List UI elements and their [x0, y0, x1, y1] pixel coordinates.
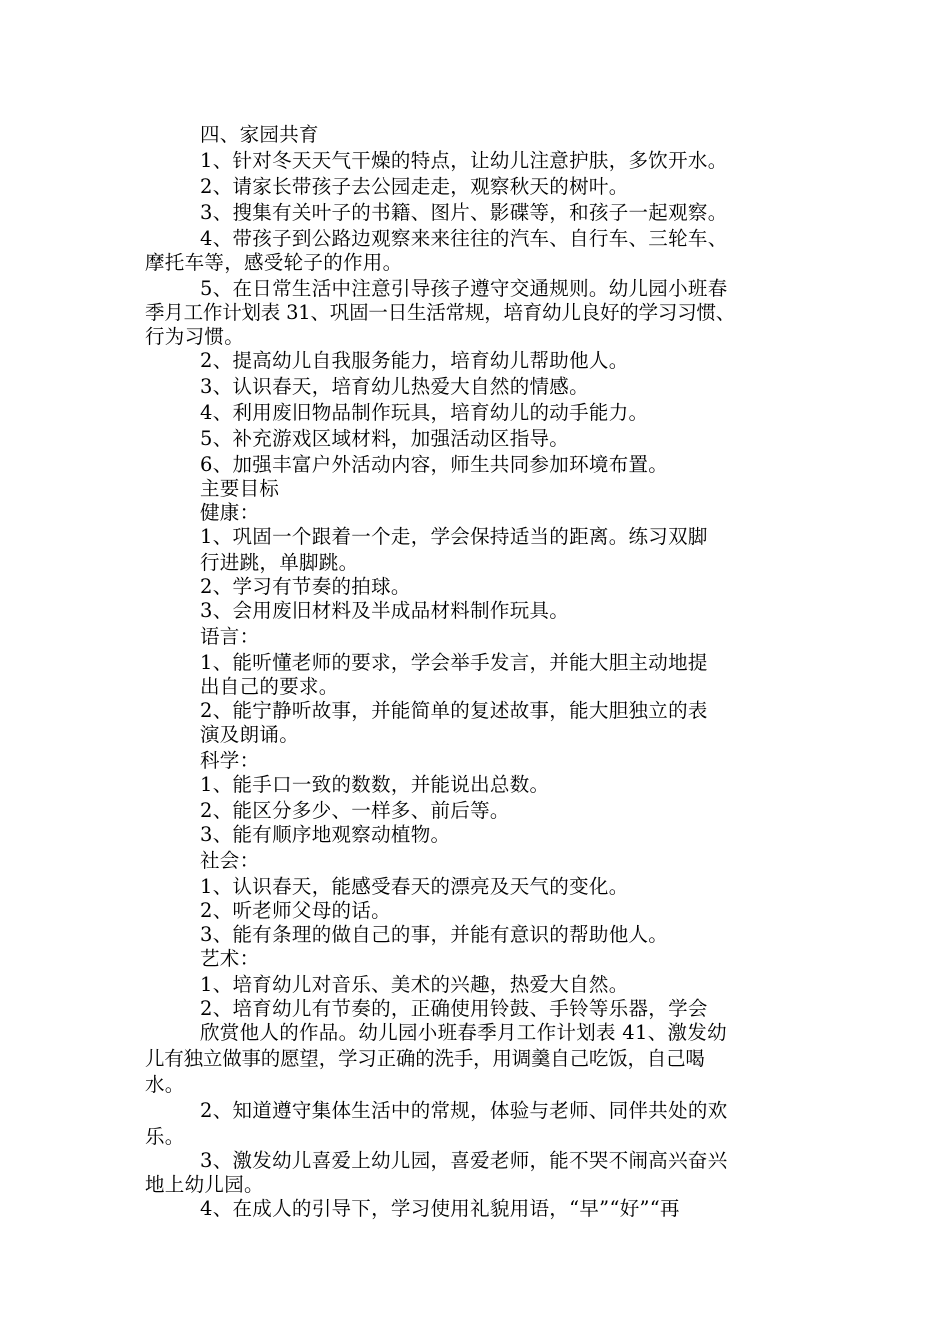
text-line: 4、带孩子到公路边观察来来往往的汽车、自行车、三轮车、 — [200, 227, 728, 250]
text-line: 地上幼儿园。 — [145, 1173, 264, 1196]
text-line: 1、针对冬天天气干燥的特点，让幼儿注意护肤，多饮开水。 — [200, 149, 728, 172]
text-line: 5、补充游戏区域材料，加强活动区指导。 — [200, 427, 570, 450]
text-line: 1、认识春天，能感受春天的漂亮及天气的变化。 — [200, 875, 629, 898]
text-line: 1、能听懂老师的要求，学会举手发言，并能大胆主动地提 — [200, 651, 708, 674]
text-line: 3、能有顺序地观察动植物。 — [200, 823, 451, 846]
text-line: 2、学习有节奏的拍球。 — [200, 575, 411, 598]
text-line: 2、听老师父母的话。 — [200, 899, 391, 922]
section-heading-home-school: 四、家园共育 — [200, 123, 319, 146]
text-line: 1、能手口一致的数数，并能说出总数。 — [200, 773, 550, 796]
text-line: 摩托车等，感受轮子的作用。 — [145, 251, 403, 274]
text-line: 4、在成人的引导下，学习使用礼貌用语，“早”“好”“再 — [200, 1197, 680, 1220]
text-line: 乐。 — [145, 1125, 185, 1148]
text-line: 出自己的要求。 — [200, 675, 339, 698]
text-line: 5、在日常生活中注意引导孩子遵守交通规则。幼儿园小班春 — [200, 277, 728, 300]
text-line: 儿有独立做事的愿望，学习正确的洗手，用调羹自己吃饭，自己喝 — [145, 1047, 705, 1070]
text-line: 演及朗诵。 — [200, 723, 300, 746]
text-line: 欣赏他人的作品。幼儿园小班春季月工作计划表 41、激发幼 — [200, 1021, 727, 1044]
text-line: 3、认识春天，培育幼儿热爱大自然的情感。 — [200, 375, 589, 398]
subheading-science: 科学： — [200, 749, 260, 772]
text-line: 3、会用废旧材料及半成品材料制作玩具。 — [200, 599, 570, 622]
text-line: 6、加强丰富户外活动内容，师生共同参加环境布置。 — [200, 453, 669, 476]
text-line: 4、利用废旧物品制作玩具，培育幼儿的动手能力。 — [200, 401, 649, 424]
section-heading-main-goals: 主要目标 — [200, 477, 280, 500]
text-line: 2、知道遵守集体生活中的常规，体验与老师、同伴共处的欢 — [200, 1099, 728, 1122]
subheading-society: 社会： — [200, 849, 260, 872]
text-line: 2、培育幼儿有节奏的，正确使用铃鼓、手铃等乐器，学会 — [200, 997, 708, 1020]
text-line: 1、培育幼儿对音乐、美术的兴趣，热爱大自然。 — [200, 973, 629, 996]
text-line: 2、提高幼儿自我服务能力，培育幼儿帮助他人。 — [200, 349, 629, 372]
text-line: 1、巩固一个跟着一个走，学会保持适当的距离。练习双脚 — [200, 525, 708, 548]
text-line: 2、能区分多少、一样多、前后等。 — [200, 799, 510, 822]
text-line: 水。 — [145, 1073, 185, 1096]
text-line: 3、激发幼儿喜爱上幼儿园，喜爱老师，能不哭不闹高兴奋兴 — [200, 1149, 728, 1172]
subheading-language: 语言： — [200, 625, 260, 648]
text-line: 2、能宁静听故事，并能简单的复述故事，能大胆独立的表 — [200, 699, 708, 722]
subheading-art: 艺术： — [200, 947, 260, 970]
text-line: 行为习惯。 — [145, 325, 245, 348]
text-line: 3、能有条理的做自己的事，并能有意识的帮助他人。 — [200, 923, 669, 946]
text-line: 行进跳，单脚跳。 — [200, 551, 359, 574]
text-line: 季月工作计划表 31、巩固一日生活常规，培育幼儿良好的学习习惯、 — [145, 301, 736, 324]
text-line: 2、请家长带孩子去公园走走，观察秋天的树叶。 — [200, 175, 629, 198]
subheading-health: 健康： — [200, 501, 260, 524]
text-line: 3、搜集有关叶子的书籍、图片、影碟等，和孩子一起观察。 — [200, 201, 728, 224]
